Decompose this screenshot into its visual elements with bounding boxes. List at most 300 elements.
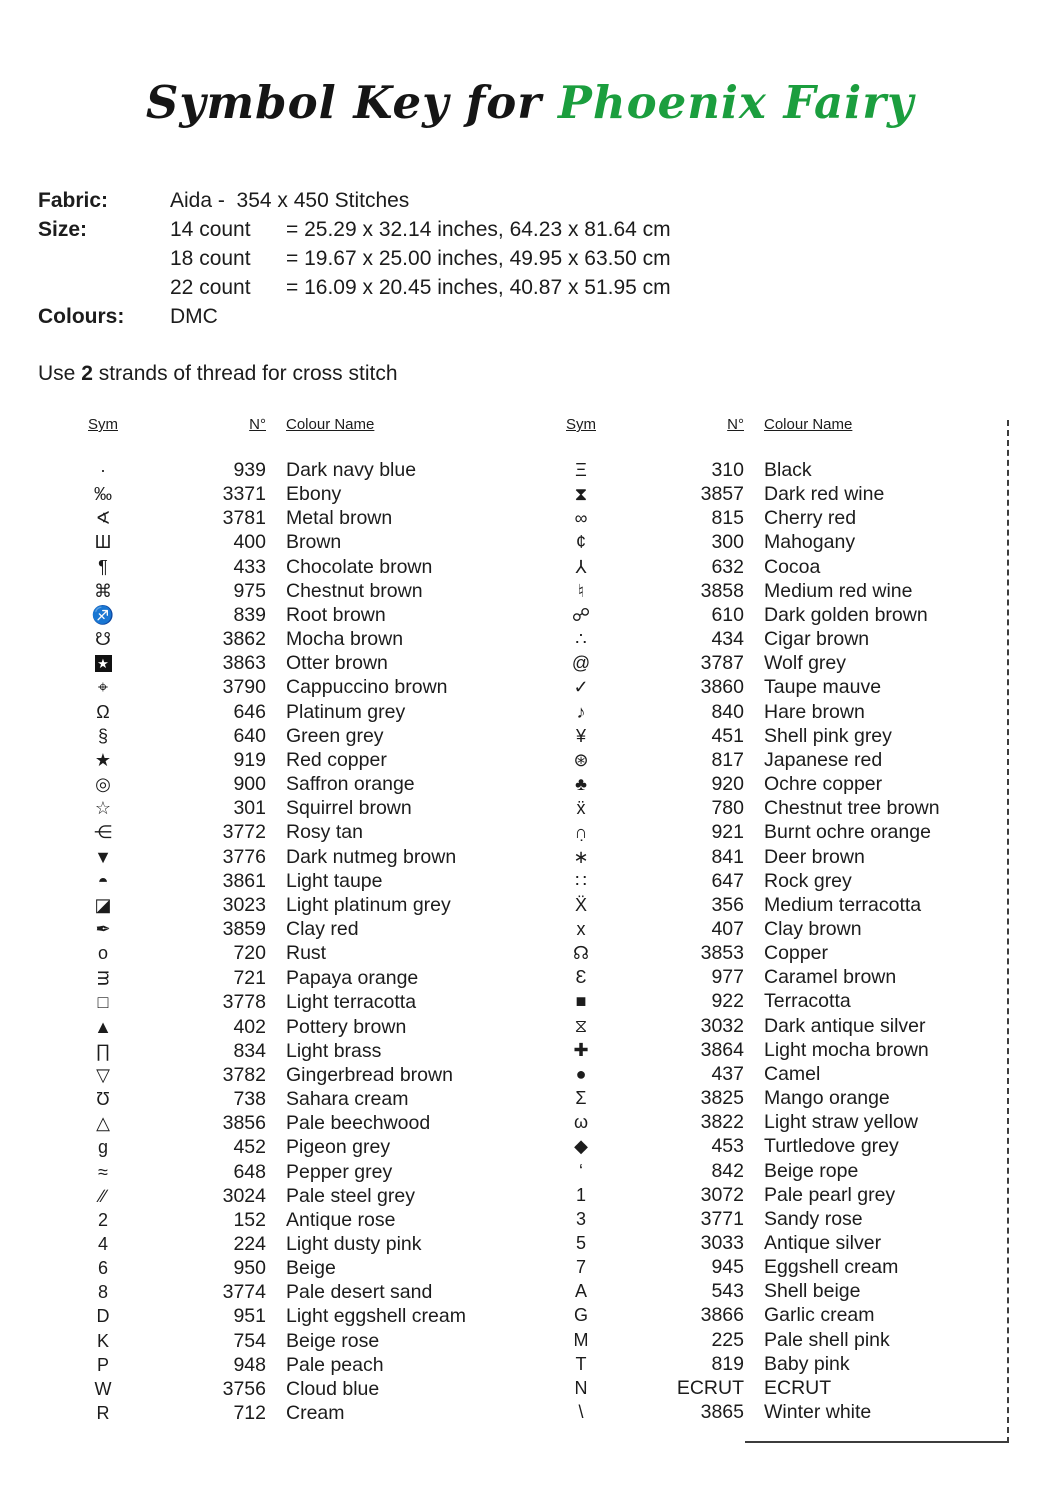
key-row xyxy=(540,965,1008,989)
key-row xyxy=(540,1062,1008,1086)
number-cell: 3853 xyxy=(700,942,744,965)
key-row xyxy=(540,627,1008,651)
key-row xyxy=(540,1231,1008,1255)
number-cell: 647 xyxy=(711,869,744,892)
colour-name-cell: Deer brown xyxy=(764,845,865,868)
key-row xyxy=(540,1255,1008,1279)
colour-name-cell: Pale peach xyxy=(286,1353,384,1376)
key-table-left xyxy=(62,414,530,1425)
key-row xyxy=(62,555,530,579)
colour-name-cell: Cream xyxy=(286,1402,345,1425)
number-cell: 3863 xyxy=(222,652,266,675)
number-cell: 3864 xyxy=(700,1038,744,1061)
stitch-symbol: g xyxy=(97,1137,108,1158)
stitch-symbol: ▽ xyxy=(96,1064,110,1085)
colour-name-cell: Beige xyxy=(286,1257,336,1280)
symbol-cell xyxy=(540,1207,622,1231)
colour-name-cell: Turtledove grey xyxy=(764,1135,899,1158)
symbol-cell xyxy=(540,603,622,627)
key-row xyxy=(62,724,530,748)
key-row xyxy=(540,748,1008,772)
number-cell: 834 xyxy=(233,1039,266,1062)
symbol-cell xyxy=(540,530,622,554)
title-prefix: Symbol Key for xyxy=(145,76,543,129)
key-row xyxy=(540,1159,1008,1183)
header-sym: Sym xyxy=(566,416,596,433)
symbol-cell xyxy=(62,990,144,1014)
symbol-cell xyxy=(62,506,144,530)
number-cell: 301 xyxy=(233,797,266,820)
symbol-cell xyxy=(540,917,622,941)
symbol-cell xyxy=(62,1111,144,1135)
symbol-cell xyxy=(62,796,144,820)
colour-name-cell: Root brown xyxy=(286,603,386,626)
number-cell: 939 xyxy=(233,459,266,481)
key-row xyxy=(62,482,530,506)
symbol-cell xyxy=(540,1303,622,1327)
key-row xyxy=(540,1400,1008,1424)
symbol-cell xyxy=(62,1063,144,1087)
stitch-symbol: ‘ xyxy=(579,1160,583,1181)
key-table-header xyxy=(62,414,530,436)
stitch-symbol: Ʊ xyxy=(96,1089,110,1110)
stitch-symbol: □ xyxy=(97,992,109,1013)
stitch-symbol: Ω xyxy=(96,701,110,722)
number-cell: 780 xyxy=(711,797,744,820)
symbol-cell xyxy=(540,1328,622,1352)
number-cell: 720 xyxy=(233,942,266,965)
key-row xyxy=(62,1329,530,1353)
number-cell: 920 xyxy=(711,773,744,796)
stitch-symbol: ◆ xyxy=(574,1136,588,1157)
number-cell: 3858 xyxy=(700,579,744,602)
stitch-symbol: ♐ xyxy=(91,604,115,625)
colour-name-cell: Hare brown xyxy=(764,700,865,723)
colour-name-cell: Brown xyxy=(286,531,342,554)
symbol-cell xyxy=(62,1353,144,1377)
symbol-cell xyxy=(62,941,144,965)
symbol-cell xyxy=(540,1062,622,1086)
colour-name-cell: Black xyxy=(764,459,812,481)
key-row xyxy=(62,1135,530,1159)
stitch-symbol: ∢ xyxy=(95,508,111,529)
key-row xyxy=(62,1184,530,1208)
symbol-cell xyxy=(540,1183,622,1207)
symbol-cell xyxy=(62,1087,144,1111)
fabric-value: Aida - 354 x 450 Stitches xyxy=(170,189,410,212)
key-row xyxy=(62,1015,530,1039)
number-cell: 3032 xyxy=(700,1014,744,1037)
colour-name-cell: Medium terracotta xyxy=(764,893,922,916)
stitch-symbol: ∷ xyxy=(575,870,587,891)
stitch-symbol: K xyxy=(96,1330,109,1351)
key-row xyxy=(540,700,1008,724)
colour-name-cell: Rust xyxy=(286,942,327,965)
key-row xyxy=(540,530,1008,554)
colour-name-cell: Pale steel grey xyxy=(286,1184,415,1207)
key-row xyxy=(540,1014,1008,1038)
stitch-symbol: ▼ xyxy=(94,846,112,867)
number-cell: 721 xyxy=(233,966,266,989)
symbol-cell xyxy=(540,1231,622,1255)
key-table-right xyxy=(540,414,1008,1425)
stitch-symbol: \ xyxy=(578,1402,584,1423)
page-border-vertical xyxy=(1007,420,1009,1443)
key-row xyxy=(540,1086,1008,1110)
key-row xyxy=(540,917,1008,941)
key-row xyxy=(62,1160,530,1184)
strands-count: 2 xyxy=(81,362,93,385)
symbol-cell xyxy=(540,1038,622,1062)
stitch-symbol: 6 xyxy=(97,1258,108,1279)
key-row xyxy=(62,748,530,772)
symbol-cell xyxy=(62,651,144,675)
stitch-symbol: ✓ xyxy=(573,677,589,698)
stitch-symbol: ◎ xyxy=(95,774,111,795)
symbol-cell xyxy=(62,748,144,772)
key-row xyxy=(540,458,1008,482)
colour-name-cell: Mango orange xyxy=(764,1087,890,1110)
symbol-cell xyxy=(62,675,144,699)
colour-name-cell: Pale desert sand xyxy=(286,1281,433,1304)
symbol-cell xyxy=(62,1329,144,1353)
symbol-cell xyxy=(540,1159,622,1183)
symbol-cell xyxy=(540,1255,622,1279)
colour-name-cell: Cigar brown xyxy=(764,628,870,651)
number-cell: 841 xyxy=(711,845,744,868)
colour-name-cell: Dark nutmeg brown xyxy=(286,845,457,868)
symbol-cell xyxy=(62,458,144,482)
colour-name-cell: Shell beige xyxy=(764,1280,861,1303)
key-row xyxy=(540,1134,1008,1158)
stitch-symbol: ★ xyxy=(95,655,112,672)
colour-name-cell: Japanese red xyxy=(764,748,883,771)
size-line xyxy=(170,244,671,273)
number-cell: 3781 xyxy=(222,507,266,530)
stitch-symbol: ☍ xyxy=(571,604,591,625)
colour-name-cell: Light mocha brown xyxy=(764,1038,929,1061)
number-cell: 433 xyxy=(233,555,266,578)
symbol-cell xyxy=(62,820,144,844)
number-cell: 646 xyxy=(233,700,266,723)
number-cell: 922 xyxy=(711,990,744,1013)
key-row xyxy=(540,1352,1008,1376)
symbol-cell xyxy=(540,941,622,965)
header-number: N° xyxy=(249,416,266,433)
key-row xyxy=(540,1279,1008,1303)
symbol-cell xyxy=(62,724,144,748)
key-row xyxy=(62,1353,530,1377)
colour-name-cell: Papaya orange xyxy=(286,966,419,989)
key-row xyxy=(62,627,530,651)
symbol-cell xyxy=(62,579,144,603)
colour-name-cell: Baby pink xyxy=(764,1352,850,1375)
key-row xyxy=(62,990,530,1014)
size-line xyxy=(170,273,671,302)
number-cell: 3862 xyxy=(222,628,266,651)
key-row xyxy=(62,675,530,699)
symbol-cell xyxy=(62,627,144,651)
key-row xyxy=(62,965,530,990)
key-row xyxy=(62,1208,530,1232)
stitch-symbol: W xyxy=(94,1378,112,1399)
key-row xyxy=(62,869,530,893)
key-row xyxy=(540,506,1008,530)
key-row xyxy=(62,893,530,917)
symbol-cell xyxy=(540,1400,622,1424)
stitch-symbol: 4 xyxy=(97,1234,108,1254)
key-row xyxy=(62,796,530,820)
stitch-symbol: o xyxy=(97,943,108,964)
number-cell: 356 xyxy=(711,893,744,916)
number-cell: 3782 xyxy=(222,1063,266,1086)
stitch-symbol: ⌘ xyxy=(94,580,112,601)
symbol-cell xyxy=(62,1377,144,1401)
number-cell: 3860 xyxy=(700,676,744,699)
stitch-symbol: § xyxy=(97,725,108,746)
stitch-symbol: N xyxy=(574,1377,588,1398)
stitch-symbol: ⌖ xyxy=(97,677,109,698)
key-row xyxy=(62,603,530,627)
colour-name-cell: Burnt ochre orange xyxy=(764,821,931,844)
number-cell: 3371 xyxy=(222,483,266,506)
colour-name-cell: Terracotta xyxy=(764,990,851,1013)
number-cell: 950 xyxy=(233,1257,266,1280)
title-project-name: Phoenix Fairy xyxy=(558,76,915,129)
number-cell: 948 xyxy=(233,1353,266,1376)
key-row xyxy=(540,675,1008,699)
colour-name-cell: Pale pearl grey xyxy=(764,1183,896,1206)
key-row xyxy=(540,482,1008,506)
stitch-symbol: ≈ xyxy=(98,1161,108,1182)
key-row xyxy=(62,845,530,869)
symbol-cell xyxy=(540,772,622,796)
number-cell: 437 xyxy=(711,1062,744,1085)
stitch-symbol: D xyxy=(96,1306,110,1327)
page-title xyxy=(0,76,1060,129)
stitch-symbol: ● xyxy=(575,1063,587,1084)
stitch-symbol: @ xyxy=(571,653,591,674)
symbol-cell xyxy=(62,845,144,869)
number-cell: 3865 xyxy=(700,1401,744,1424)
symbol-cell xyxy=(540,1110,622,1134)
number-cell: 738 xyxy=(233,1088,266,1111)
colour-name-cell: Light eggshell cream xyxy=(286,1305,466,1328)
key-row xyxy=(540,603,1008,627)
key-row xyxy=(540,1207,1008,1231)
number-cell: 3861 xyxy=(222,869,266,892)
symbol-cell xyxy=(62,1135,144,1159)
colours-label: Colours: xyxy=(38,305,125,328)
colour-name-cell: Shell pink grey xyxy=(764,724,892,747)
symbol-cell xyxy=(540,1134,622,1158)
number-cell: 3866 xyxy=(700,1304,744,1327)
size-label: Size: xyxy=(38,218,88,241)
stitch-symbol: Ш xyxy=(94,532,112,553)
colour-name-cell: Chocolate brown xyxy=(286,555,433,578)
stitch-symbol: P xyxy=(96,1354,109,1375)
size-count: 18 count xyxy=(170,247,251,270)
stitch-symbol: ‰ xyxy=(94,484,112,505)
colour-name-cell: Green grey xyxy=(286,724,384,747)
key-row xyxy=(540,869,1008,893)
number-cell: 3790 xyxy=(222,676,266,699)
colour-name-cell: Wolf grey xyxy=(764,652,846,675)
number-cell: 819 xyxy=(711,1352,744,1375)
key-row xyxy=(62,820,530,844)
stitch-symbol: ¢ xyxy=(575,532,586,553)
stitch-symbol: Ɛ xyxy=(575,967,587,988)
stitch-symbol: 8 xyxy=(97,1282,108,1303)
colour-name-cell: Pale shell pink xyxy=(764,1328,890,1351)
stitch-symbol: ☋ xyxy=(95,629,111,650)
colour-name-cell: Cappuccino brown xyxy=(286,676,448,699)
colour-name-cell: Taupe mauve xyxy=(764,676,882,699)
size-line xyxy=(170,215,671,244)
key-row xyxy=(62,700,530,724)
symbol-cell xyxy=(540,1279,622,1303)
pattern-info-block xyxy=(38,186,671,331)
number-cell: 3778 xyxy=(222,991,266,1014)
key-row xyxy=(540,724,1008,748)
key-row xyxy=(540,941,1008,965)
number-cell: 407 xyxy=(711,917,744,940)
colour-name-cell: Garlic cream xyxy=(764,1304,875,1327)
stitch-symbol: ■ xyxy=(575,991,587,1012)
number-cell: 3771 xyxy=(700,1207,744,1230)
colour-name-cell: Copper xyxy=(764,942,828,965)
colour-name-cell: Otter brown xyxy=(286,652,388,675)
stitch-symbol: ☆ xyxy=(94,798,112,819)
number-cell: 434 xyxy=(711,628,744,651)
key-rows-left xyxy=(62,458,530,1425)
number-cell: 453 xyxy=(711,1135,744,1158)
colour-name-cell: Light terracotta xyxy=(286,991,417,1014)
number-cell: 648 xyxy=(233,1160,266,1183)
symbol-cell xyxy=(62,869,144,893)
stitch-symbol: △ xyxy=(96,1113,110,1134)
colour-name-cell: Light taupe xyxy=(286,869,383,892)
colour-name-cell: Medium red wine xyxy=(764,579,913,602)
key-row xyxy=(540,1110,1008,1134)
stitch-symbol: Σ xyxy=(575,1088,587,1109)
stitch-symbol: ⊛ xyxy=(573,749,589,770)
size-dims: = 19.67 x 25.00 inches, 49.95 x 63.50 cm xyxy=(286,247,671,270)
stitch-symbol: m xyxy=(93,970,115,987)
colour-name-cell: Beige rope xyxy=(764,1159,859,1182)
number-cell: 3756 xyxy=(222,1377,266,1400)
header-number: N° xyxy=(727,416,744,433)
colours-value: DMC xyxy=(170,305,218,328)
number-cell: 3772 xyxy=(222,821,266,844)
number-cell: 3856 xyxy=(222,1112,266,1135)
stitch-symbol: M xyxy=(573,1329,589,1350)
stitch-symbol: Ẍ xyxy=(574,894,587,915)
key-row xyxy=(540,893,1008,917)
number-cell: 3825 xyxy=(700,1087,744,1110)
number-cell: 3859 xyxy=(222,917,266,940)
page-border-horizontal xyxy=(745,1441,1008,1443)
key-row xyxy=(62,1256,530,1280)
stitch-symbol: ⧖ xyxy=(574,1015,588,1036)
symbol-cell xyxy=(62,965,144,990)
colour-name-cell: Clay brown xyxy=(764,917,862,940)
number-cell: 840 xyxy=(711,700,744,723)
stitch-symbol: Ξ xyxy=(575,460,587,480)
stitch-symbol: ẍ xyxy=(576,798,586,819)
symbol-cell xyxy=(540,989,622,1013)
strands-suffix: strands of thread for cross stitch xyxy=(92,362,398,385)
stitch-symbol: ◓ xyxy=(97,870,109,891)
key-row xyxy=(62,1232,530,1256)
symbol-cell xyxy=(62,482,144,506)
symbol-cell xyxy=(540,555,622,579)
number-cell: 975 xyxy=(233,579,266,602)
key-row xyxy=(62,941,530,965)
symbol-cell xyxy=(62,1160,144,1184)
number-cell: 977 xyxy=(711,966,744,989)
key-row xyxy=(62,1063,530,1087)
colour-name-cell: Chestnut brown xyxy=(286,579,423,602)
colour-name-cell: Saffron orange xyxy=(286,773,415,796)
strands-note xyxy=(38,362,398,386)
symbol-cell xyxy=(540,700,622,724)
stitch-symbol: 7 xyxy=(575,1257,586,1278)
key-row xyxy=(540,845,1008,869)
size-count: 14 count xyxy=(170,218,251,241)
symbol-cell xyxy=(62,1304,144,1328)
stitch-symbol: ♮ xyxy=(577,580,585,601)
symbol-cell xyxy=(62,700,144,724)
number-cell: 632 xyxy=(711,555,744,578)
stitch-symbol: 1 xyxy=(575,1184,586,1205)
fabric-label: Fabric: xyxy=(38,189,109,212)
stitch-symbol: T xyxy=(575,1353,587,1374)
stitch-symbol: ♪ xyxy=(576,701,586,722)
colour-name-cell: Dark navy blue xyxy=(286,459,417,481)
number-cell: 3774 xyxy=(222,1281,266,1304)
number-cell: 640 xyxy=(233,724,266,747)
colour-name-cell: Winter white xyxy=(764,1401,872,1424)
colour-name-cell: Beige rose xyxy=(286,1329,380,1352)
symbol-cell xyxy=(62,893,144,917)
key-row xyxy=(62,1401,530,1425)
colour-name-cell: Antique rose xyxy=(286,1208,396,1231)
colour-name-cell: Cherry red xyxy=(764,507,857,530)
key-row xyxy=(62,772,530,796)
colour-name-cell: Mocha brown xyxy=(286,628,404,651)
symbol-cell xyxy=(540,1086,622,1110)
stitch-symbol: ✒ xyxy=(95,918,111,939)
symbol-cell xyxy=(540,675,622,699)
stitch-symbol: ✚ xyxy=(573,1039,589,1060)
colour-name-cell: ECRUT xyxy=(764,1376,832,1399)
number-cell: 839 xyxy=(233,603,266,626)
stitch-symbol: ∴ xyxy=(575,629,587,650)
number-cell: 225 xyxy=(711,1328,744,1351)
number-cell: 3857 xyxy=(700,483,744,506)
symbol-cell xyxy=(540,627,622,651)
symbol-cell xyxy=(62,1184,144,1208)
key-row xyxy=(540,579,1008,603)
colour-name-cell: Antique silver xyxy=(764,1232,882,1254)
key-row xyxy=(62,917,530,941)
stitch-symbol: ω xyxy=(573,1112,589,1133)
number-cell: 712 xyxy=(233,1402,266,1425)
number-cell: 224 xyxy=(233,1233,266,1255)
symbol-cell xyxy=(62,1208,144,1232)
symbol-cell xyxy=(540,1352,622,1376)
